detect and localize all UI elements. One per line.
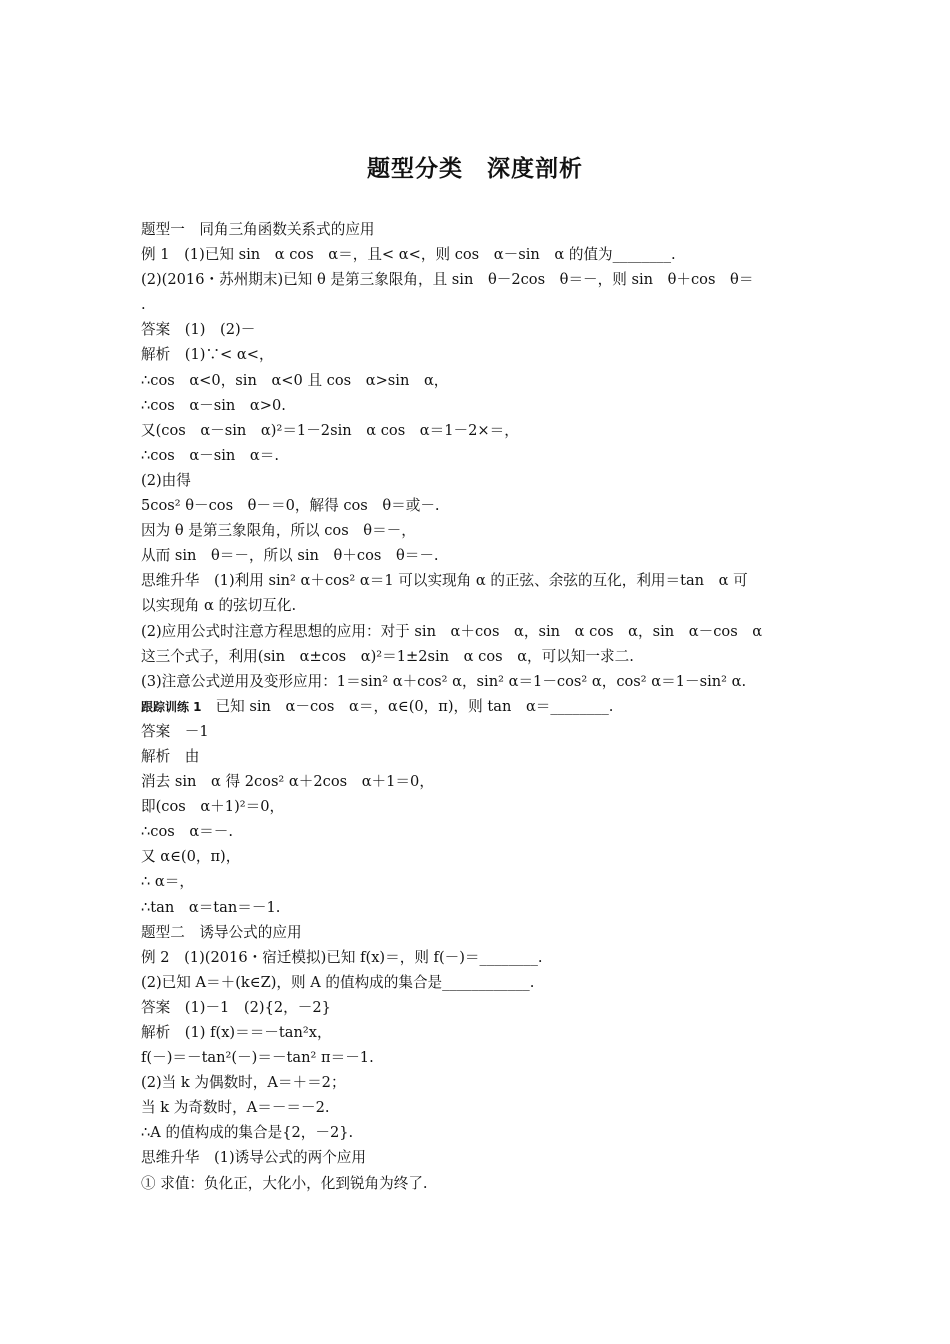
text-line: 答案 －1 (141, 722, 209, 740)
text-line: 从而 sin θ＝－，所以 sin θ＋cos θ＝－. (141, 547, 439, 565)
body-text (141, 217, 813, 1196)
text-line: (2)当 k 为偶数时，A＝＋＝2； (141, 1074, 346, 1092)
text-line: 因为 θ 是第三象限角，所以 cos θ＝－， (141, 522, 416, 540)
text-line: 当 k 为奇数时，A＝－＝－2. (141, 1099, 330, 1117)
text-line: 答案 (1)－1 (2){2，－2} (141, 998, 331, 1016)
text-line: 又 α∈(0，π)， (141, 848, 241, 866)
text-line: ∴cos α－sin α＝. (141, 446, 280, 464)
text-line: (2)由得 (141, 471, 191, 489)
text-line: 5cos² θ－cos θ－＝0，解得 cos θ＝或－. (141, 497, 440, 515)
text-line: 即(cos α＋1)²＝0， (141, 798, 285, 816)
text-line: ∴ α＝， (141, 873, 194, 891)
training-tag: 跟踪训练 1 (141, 699, 202, 714)
text-line: ① 求值：负化正，大化小，化到锐角为终了. (141, 1174, 428, 1192)
text-line: 思维升华 (1)利用 sin² α＋cos² α＝1 可以实现角 α 的正弦、余弦的互化，利用＝tan α 可 (141, 572, 748, 590)
text-line: ∴tan α＝tan＝－1. (141, 898, 281, 916)
text-line: . (141, 296, 146, 314)
text-line: 例 2 (1)(2016・宿迁模拟)已知 f(x)＝，则 f(－)＝________. (141, 948, 543, 966)
text-line: 题型二 诱导公式的应用 (141, 923, 302, 941)
text-line: 题型一 同角三角函数关系式的应用 (141, 221, 375, 238)
text-line: (3)注意公式逆用及变形应用：1＝sin² α＋cos² α，sin² α＝1－cos² α，cos² α＝1－sin² α. (141, 672, 747, 690)
training-line (141, 694, 813, 719)
text-line: 解析 (1) f(x)＝＝－tan²x， (141, 1024, 332, 1041)
text-line: (2)已知 A＝＋(k∈Z)，则 A 的值构成的集合是____________. (141, 973, 535, 991)
text-line: 又(cos α－sin α)²＝1－2sin α cos α＝1－2×＝， (141, 421, 519, 439)
text-line: 以实现角 α 的弦切互化. (141, 597, 297, 615)
section-title: 题型分类 深度剖析 (367, 156, 583, 182)
text-line: ∴A 的值构成的集合是{2，－2}. (141, 1124, 354, 1142)
text-line: (2)应用公式时注意方程思想的应用：对于 sin α＋cos α，sin α cos α，sin α－cos α (141, 622, 763, 640)
training-text: 已知 sin α－cos α＝，α∈(0，π)，则 tan α＝________. (215, 697, 614, 715)
text-line: 解析 由 (141, 747, 200, 765)
text-line: 例 1 (1)已知 sin α cos α＝，且< α<，则 cos α－sin α 的值为________. (141, 246, 676, 264)
text-line: ∴cos α－sin α>0. (141, 396, 286, 414)
text-line: 这三个式子，利用(sin α±cos α)²＝1±2sin α cos α，可以知一求二. (141, 647, 634, 665)
text-line: ∴cos α＝－. (141, 823, 234, 841)
text-line: (2)(2016・苏州期末)已知 θ 是第三象限角，且 sin θ－2cos θ＝－，则 sin θ＋cos θ＝ (141, 271, 754, 289)
text-line: 答案 (1) (2)－ (141, 321, 256, 339)
text-line: 消去 sin α 得 2cos² α＋2cos α＋1＝0， (141, 773, 434, 791)
text-line: 思维升华 (1)诱导公式的两个应用 (141, 1149, 366, 1167)
text-line: 解析 (1)∵< α<， (141, 346, 274, 364)
text-line: f(－)＝－tan²(－)＝－tan² π＝－1. (141, 1049, 374, 1067)
text-line: ∴cos α<0，sin α<0 且 cos α>sin α， (141, 371, 449, 389)
